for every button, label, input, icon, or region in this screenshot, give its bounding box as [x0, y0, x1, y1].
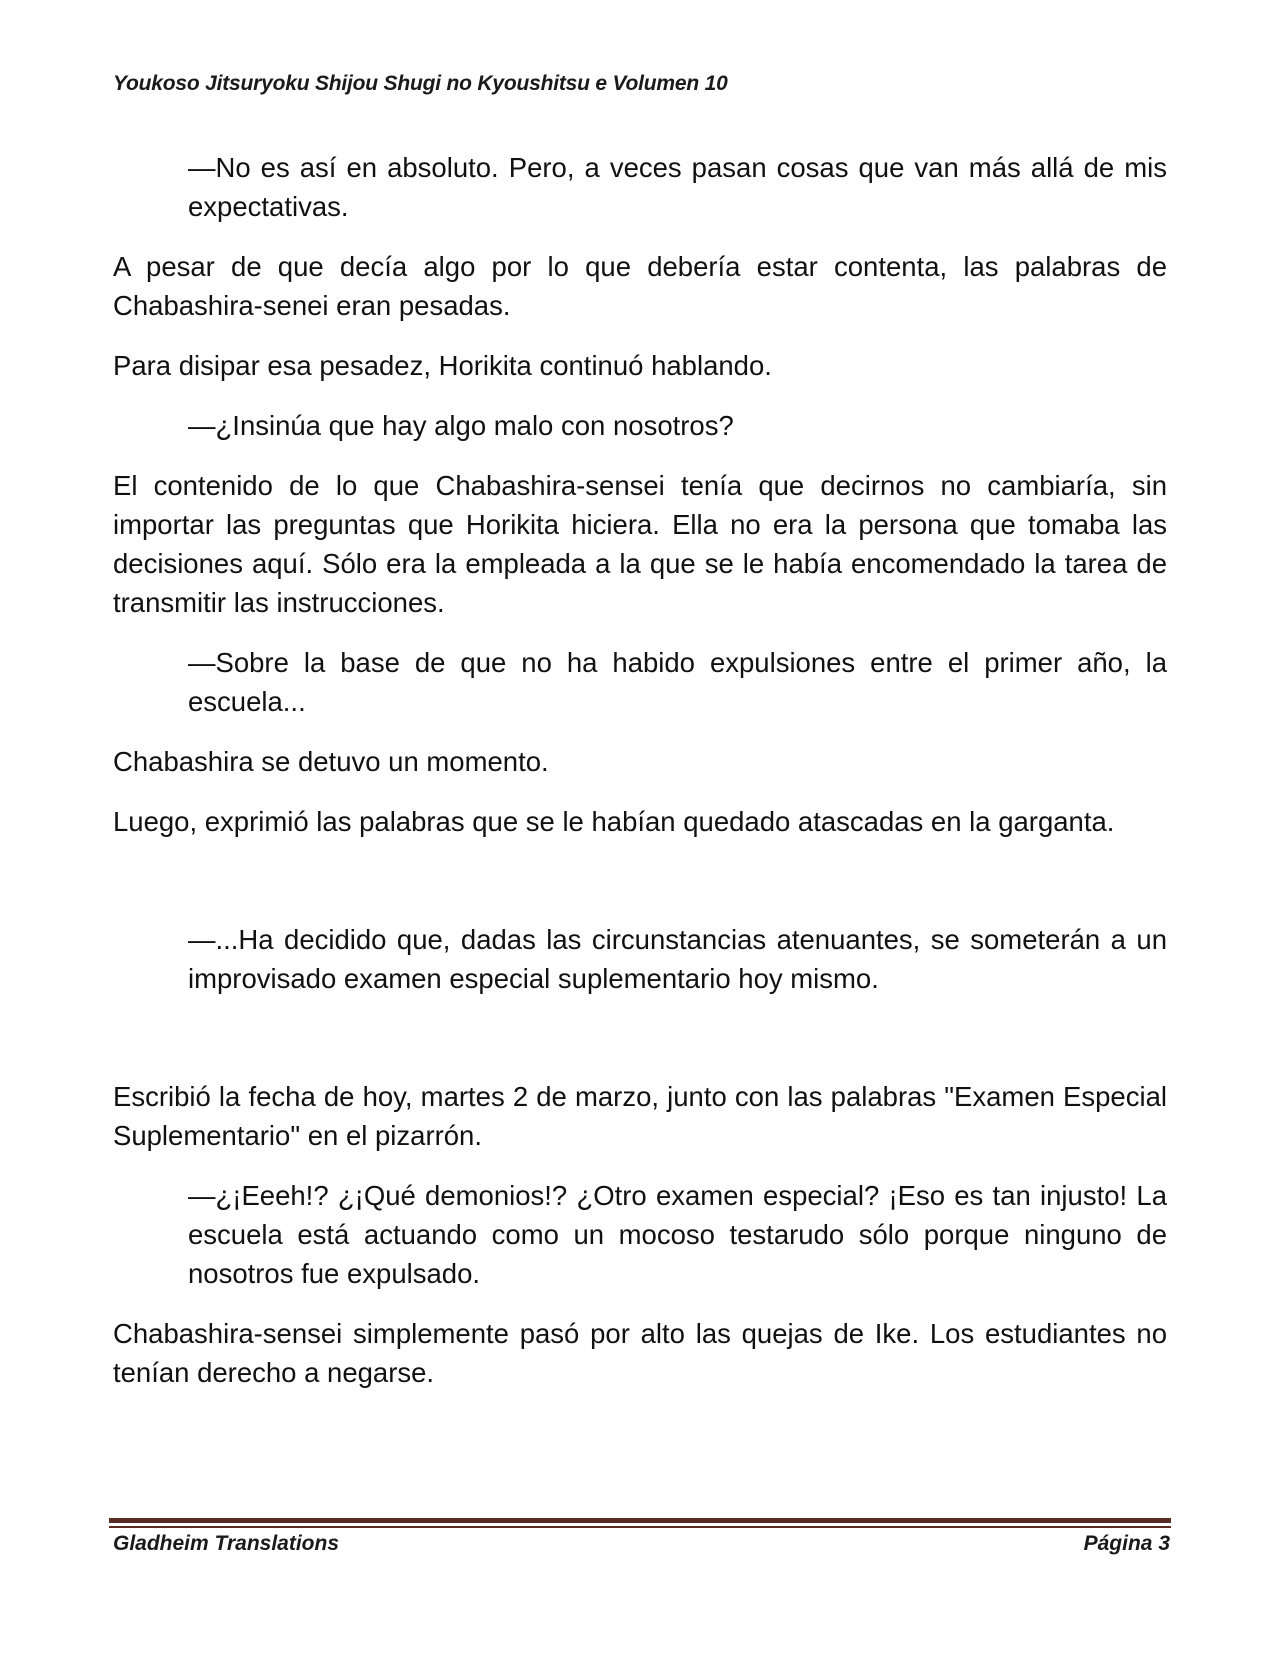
paragraph-dialogue: —Sobre la base de que no ha habido expulsiones entre el primer año, la escuela...	[188, 647, 1167, 717]
footer-page-number: Página 3	[1083, 1532, 1170, 1555]
paragraph: Luego, exprimió las palabras que se le habían quedado atascadas en la garganta.	[113, 806, 1115, 837]
footer-rule-thin	[109, 1526, 1171, 1528]
paragraph: Chabashira se detuvo un momento.	[113, 746, 549, 777]
running-header-title: Youkoso Jitsuryoku Shijou Shugi no Kyoushitsu e Volumen 10	[113, 72, 728, 95]
body-text	[113, 148, 1167, 1413]
paragraph-dialogue: —...Ha decidido que, dadas las circunstancias atenuantes, se someterán a un improvisado examen especial suplementario hoy mismo.	[188, 924, 1167, 994]
footer-rule	[109, 1518, 1171, 1523]
paragraph: Para disipar esa pesadez, Horikita continuó hablando.	[113, 350, 772, 381]
paragraph: A pesar de que decía algo por lo que debería estar contenta, las palabras de Chabashira-senei eran pesadas.	[113, 251, 1167, 321]
paragraph: Chabashira-sensei simplemente pasó por alto las quejas de Ike. Los estudiantes no tenían derecho a negarse.	[113, 1318, 1167, 1388]
footer-translator-name: Gladheim Translations	[113, 1532, 340, 1555]
paragraph-dialogue: —¿Insinúa que hay algo malo con nosotros?	[188, 410, 734, 441]
paragraph: El contenido de lo que Chabashira-sensei tenía que decirnos no cambiaría, sin importar las preguntas que Horikita hiciera. Ella no era la persona que tomaba las decisiones aquí. Sólo era la empleada a la que se le había encomendado la tarea de transmitir las instrucciones.	[113, 470, 1167, 618]
paragraph: Escribió la fecha de hoy, martes 2 de marzo, junto con las palabras "Examen Especial Suplementario" en el pizarrón.	[113, 1081, 1167, 1151]
paragraph-dialogue: —¿¡Eeeh!? ¿¡Qué demonios!? ¿Otro examen especial? ¡Eso es tan injusto! La escuela está actuando como un mocoso testarudo sólo porque ninguno de nosotros fue expulsado.	[188, 1180, 1167, 1289]
paragraph-dialogue: —No es así en absoluto. Pero, a veces pasan cosas que van más allá de mis expectativas.	[188, 152, 1167, 222]
